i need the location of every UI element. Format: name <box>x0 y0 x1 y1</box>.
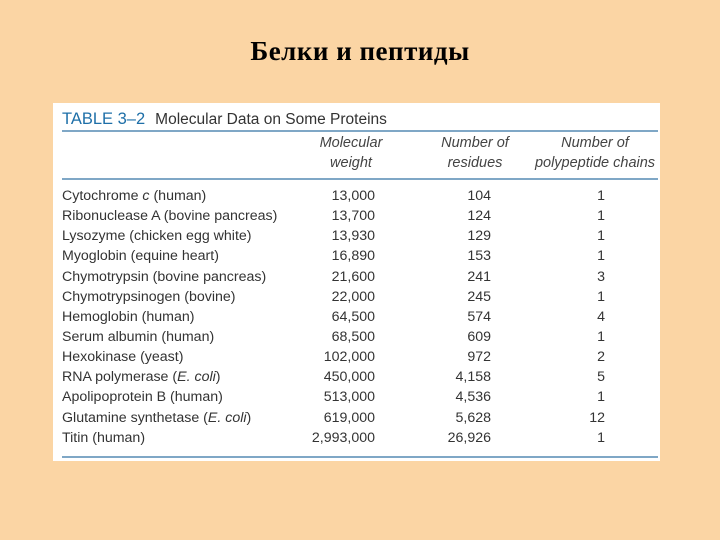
number-of-residues: 972 <box>467 349 491 366</box>
table-row <box>53 327 660 347</box>
molecular-weight: 13,930 <box>331 228 375 245</box>
number-of-residues: 574 <box>467 308 491 325</box>
number-of-residues: 4,158 <box>455 369 491 386</box>
header-molecular-weight <box>301 133 401 173</box>
number-of-chains: 3 <box>597 268 605 285</box>
table-row <box>53 387 660 407</box>
protein-name-suffix: (human) <box>149 188 207 204</box>
protein-name <box>62 327 214 347</box>
protein-name <box>62 206 277 226</box>
number-of-residues: 124 <box>467 208 491 225</box>
molecular-weight: 513,000 <box>323 389 375 406</box>
molecular-weight: 13,000 <box>331 188 375 204</box>
number-of-residues: 4,536 <box>455 389 491 406</box>
number-of-residues: 609 <box>467 328 491 345</box>
number-of-chains: 1 <box>597 208 605 225</box>
header-number-of-residues <box>429 133 521 173</box>
protein-name <box>62 267 266 287</box>
number-of-residues: 245 <box>467 288 491 305</box>
protein-name-suffix: ) <box>215 369 221 386</box>
protein-name-suffix: ) <box>246 409 252 426</box>
table-body <box>53 186 660 448</box>
protein-name-text: Ribonuclease A (bovine pancreas) <box>62 208 278 225</box>
molecular-weight: 102,000 <box>323 349 375 366</box>
number-of-chains: 1 <box>597 328 605 345</box>
protein-name-italic: c <box>142 188 150 204</box>
protein-name-text: RNA polymerase ( <box>62 369 178 386</box>
header-weight-line2: weight <box>330 155 372 171</box>
molecular-weight: 22,000 <box>331 288 375 305</box>
header-chains-line1: Number of <box>561 135 629 151</box>
header-chains-line2: polypeptide chains <box>534 155 656 171</box>
protein-name-italic: E. coli <box>207 409 247 426</box>
header-residues-line2: residues <box>447 155 503 171</box>
number-of-chains: 5 <box>597 369 605 386</box>
number-of-chains: 1 <box>597 228 605 245</box>
table-row <box>53 267 660 287</box>
molecular-weight: 16,890 <box>331 248 375 265</box>
number-of-residues: 129 <box>467 228 491 245</box>
number-of-chains: 1 <box>597 248 605 265</box>
molecular-weight: 619,000 <box>323 409 375 426</box>
number-of-chains: 12 <box>589 409 605 426</box>
protein-name-text: Titin (human) <box>62 429 146 446</box>
table-bottom-divider <box>62 456 658 458</box>
table-row <box>53 246 660 266</box>
table-row <box>53 186 660 206</box>
protein-name <box>62 246 219 266</box>
table-label: TABLE 3–2 <box>62 110 146 128</box>
protein-name-text: Hemoglobin (human) <box>62 308 195 325</box>
number-of-residues: 5,628 <box>455 409 491 426</box>
protein-name <box>62 367 221 387</box>
number-of-residues: 241 <box>467 268 491 285</box>
number-of-chains: 1 <box>597 429 605 446</box>
number-of-chains: 4 <box>597 308 605 325</box>
protein-name <box>62 287 236 307</box>
protein-name <box>62 408 251 428</box>
number-of-residues: 153 <box>467 248 491 265</box>
table-row <box>53 206 660 226</box>
protein-name-text: Chymotrypsinogen (bovine) <box>62 288 236 305</box>
protein-name-text: Serum albumin (human) <box>62 328 215 345</box>
protein-data-table <box>53 103 660 461</box>
protein-name <box>62 387 223 407</box>
number-of-chains: 1 <box>597 188 605 204</box>
molecular-weight: 21,600 <box>331 268 375 285</box>
protein-name-text: Myoglobin (equine heart) <box>62 248 219 265</box>
protein-name <box>62 347 183 367</box>
number-of-residues: 26,926 <box>447 429 491 446</box>
slide-title: Белки и пептиды <box>250 36 470 66</box>
header-divider <box>62 178 658 180</box>
protein-name-text: Hexokinase (yeast) <box>62 349 184 366</box>
molecular-weight: 68,500 <box>331 328 375 345</box>
molecular-weight: 450,000 <box>323 369 375 386</box>
protein-name-italic: E. coli <box>177 369 216 386</box>
molecular-weight: 64,500 <box>331 308 375 325</box>
number-of-chains: 1 <box>597 288 605 305</box>
protein-name-text: Apolipoprotein B (human) <box>62 389 223 406</box>
number-of-chains: 1 <box>597 389 605 406</box>
molecular-weight: 13,700 <box>331 208 375 225</box>
table-description: Molecular Data on Some Proteins <box>155 111 387 128</box>
number-of-chains: 2 <box>597 349 605 366</box>
table-row <box>53 408 660 428</box>
protein-name-text: Lysozyme (chicken egg white) <box>62 228 252 245</box>
table-row <box>53 428 660 448</box>
caption-divider <box>62 130 658 132</box>
protein-name-text: Glutamine synthetase ( <box>62 409 208 426</box>
table-row <box>53 287 660 307</box>
protein-name <box>62 226 252 246</box>
header-residues-line1: Number of <box>441 135 509 151</box>
molecular-weight: 2,993,000 <box>311 429 375 446</box>
header-polypeptide-chains <box>531 133 659 173</box>
protein-name-text: Cytochrome <box>62 188 143 204</box>
table-row <box>53 307 660 327</box>
table-caption <box>62 110 387 129</box>
protein-name <box>62 428 145 448</box>
number-of-residues: 104 <box>467 188 491 204</box>
table-row <box>53 367 660 387</box>
table-row <box>53 347 660 367</box>
header-weight-line1: Molecular <box>319 135 383 151</box>
protein-name-text: Chymotrypsin (bovine pancreas) <box>62 268 267 285</box>
table-row <box>53 226 660 246</box>
protein-name <box>62 307 194 327</box>
protein-name <box>62 186 206 206</box>
